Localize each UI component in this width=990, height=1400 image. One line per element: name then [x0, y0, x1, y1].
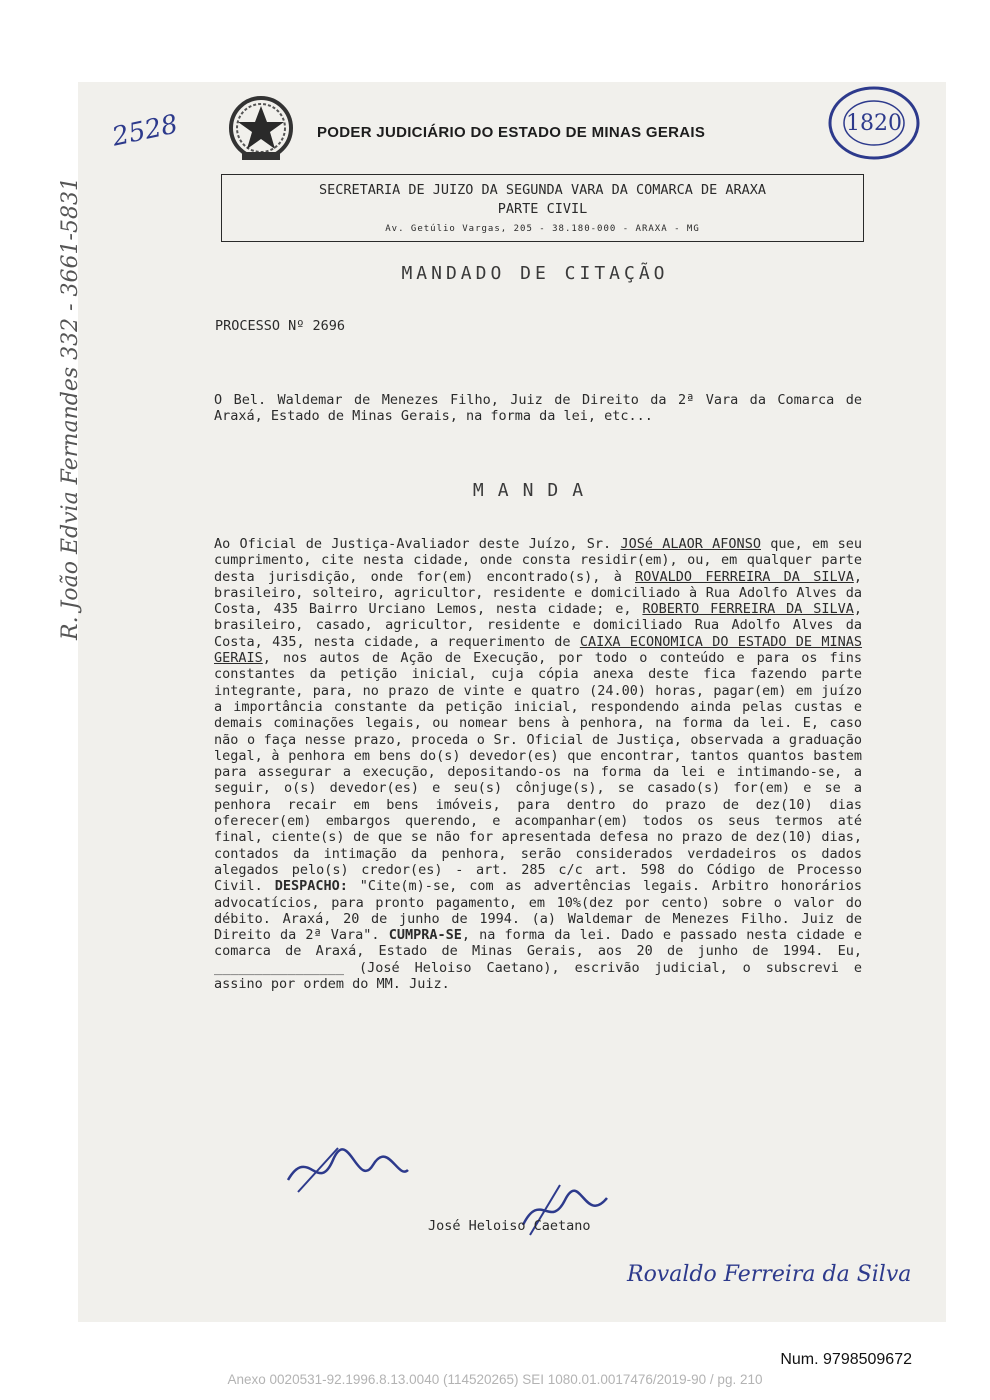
document-number: Num. 9798509672: [780, 1351, 912, 1368]
handwritten-number: 2528: [109, 109, 181, 153]
secretaria-line: SECRETARIA DE JUIZO DA SEGUNDA VARA DA COMARCA DE ARAXA: [318, 182, 767, 198]
order-paragraph: [214, 536, 862, 992]
cumpra-label: CUMPRA-SE: [388, 927, 462, 944]
order-text: "Cite(m)-se, com as advertências legais. Arbitro honorários advocatícios, para pronto pagamento, em 10%(dez por cento) sobre o valor do débito. Araxá, 20 de junho de 1994. (a) Waldemar de Menezes Filho. Juiz de Direito da 2ª Vara".: [214, 878, 862, 944]
parte-civil-line: PARTE CIVIL: [497, 201, 588, 217]
order-text: , nos autos de Ação de Execução, por todo o conteúdo e para os fins constantes da petição inicial, cuja cópia anexa deste fica fazendo parte integrante, para, no prazo de vinte e quatro (24.00) horas, pagar(em) em juízo a importância constante da petição inicial, respondendo ainda pelas custas e demais cominações legais, ou nomear bens à penhora, na forma da lei. E, caso não o faça nesse prazo, proceda o Sr. Oficial de Justiça, observada a graduação legal, à penhora em bens do(s) devedor(es) que encontrar, tantos quantos bastem para assegurar a execução, depositando-os na forma da lei e intimando-se, a seguir, o(s) devedor(es) e seu(s) cônjuge(s), se casado(s) for(em) e se a penhora recair em bens imóveis, para dentro do prazo de dez(10) dias oferecer(em) embargos querendo, e acompanhar(em) todos os seus termos até final, ciente(s) de que se não for apresentada defesa no prazo de dez(10) dias, contados da intimação da penhora, serão considerados verdadeiros os dados alegados pelo(s) credor(es) - art. 285 c/c art. 598 do Código de Processo Civil.: [214, 650, 862, 895]
court-stamp: [826, 84, 922, 162]
address-line: Av. Getúlio Vargas, 205 - 38.180-000 - ARAXA - MG: [385, 224, 700, 234]
despacho-label: DESPACHO:: [274, 878, 348, 895]
handwritten-side-note: R. João Edvia Fernandes 332 - 3661-5831: [58, 177, 83, 640]
secretaria-box: [221, 174, 864, 242]
judge-paragraph: O Bel. Waldemar de Menezes Filho, Juiz de Direito da 2ª Vara da Comarca de Araxá, Estado de Minas Gerais, na forma da lei, etc...: [214, 392, 862, 425]
manda-heading: MANDA: [472, 480, 598, 501]
document-title: MANDADO DE CITAÇÃO: [401, 263, 669, 284]
order-text: , brasileiro, casado, agricultor, residente e domiciliado Rua Adolfo Alves da Costa, 435, nesta cidade, a requerimento de: [214, 601, 862, 650]
order-text: , na forma da lei. Dado e passado nesta cidade e comarca de Araxá, Estado de Minas Gerais, aos 20 de junho de 1994. Eu, ________________ (José Heloiso Caetano), escrivão judicial, o subscrevi e assino por ordem do MM. Juiz.: [214, 927, 862, 993]
annex-reference: Anexo 0020531-92.1996.8.13.0040 (114520265) SEI 1080.01.0017476/2019-90 / pg. 210: [227, 1372, 763, 1387]
defendant-signature: Rovaldo Ferreira da Silva: [627, 1262, 912, 1287]
order-text: Ao Oficial de Justiça-Avaliador deste Juízo, Sr.: [214, 536, 621, 552]
order-text: que, em seu cumprimento, cite nesta cidade, onde consta residir(em), ou, em qualquer parte desta jurisdição, onde for(em) encontrado(s), à: [214, 536, 862, 585]
order-text: , brasileiro, solteiro, agricultor, residente e domiciliado à Rua Adolfo Alves da Costa, 435 Bairro Urciano Lemos, nesta cidade; e,: [214, 568, 862, 618]
plaintiff-name: CAIXA ECONOMICA DO ESTADO DE MINAS GERAIS: [214, 633, 863, 667]
official-name: JOSé ALAOR AFONSO: [620, 536, 761, 552]
stamp-number: 1820: [846, 110, 902, 136]
signer-name: José Heloiso Caetano: [428, 1218, 591, 1234]
defendant-1: ROVALDO FERREIRA DA SILVA: [635, 568, 854, 585]
institution-title: PODER JUDICIÁRIO DO ESTADO DE MINAS GERAIS: [317, 124, 706, 141]
defendant-2: ROBERTO FERREIRA DA SILVA: [642, 601, 854, 618]
signature-scribble-icon: [278, 1140, 418, 1200]
coat-of-arms-icon: [222, 92, 300, 166]
processo-number: PROCESSO Nº 2696: [215, 318, 346, 334]
